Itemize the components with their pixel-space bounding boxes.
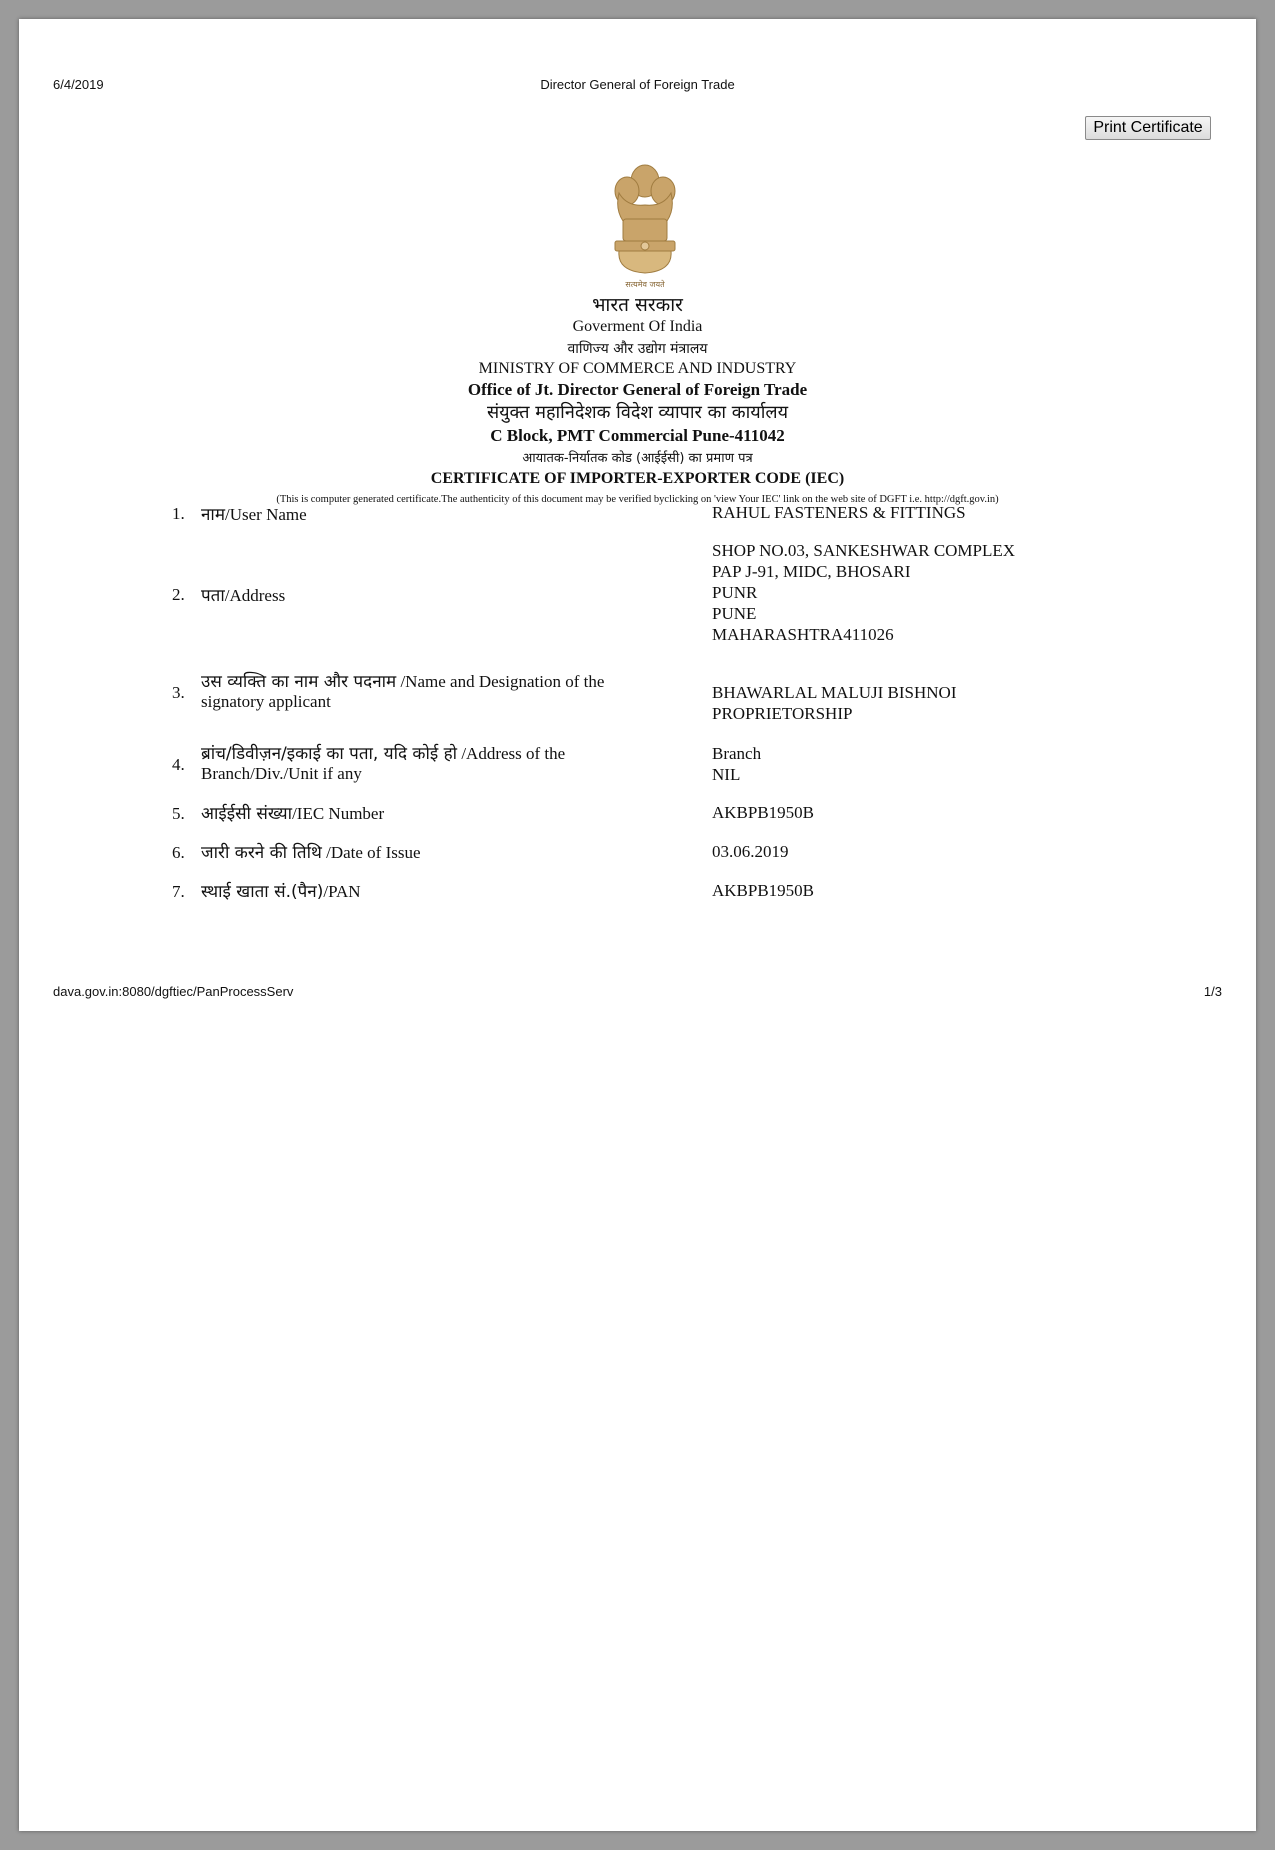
hindi-government-heading: भारत सरकार xyxy=(592,294,683,316)
footer-page-number: 1/3 xyxy=(1203,984,1222,999)
hindi-certificate-heading: आयातक-निर्यातक कोड (आईईसी) का प्रमाण पत्र xyxy=(522,451,753,466)
row-label-hindi: स्थाई खाता सं.(पैन) xyxy=(201,882,324,902)
value-line: PROPRIETORSHIP xyxy=(712,704,853,723)
row-label-hindi: पता xyxy=(201,586,225,606)
value-line: RAHUL FASTENERS & FITTINGS xyxy=(712,503,966,522)
ministry-heading: MINISTRY OF COMMERCE AND INDUSTRY xyxy=(478,360,797,377)
row-value xyxy=(712,802,1132,823)
value-line: NIL xyxy=(712,765,741,784)
row-label-english: /Address xyxy=(224,586,286,605)
row-label xyxy=(201,586,641,606)
row-value xyxy=(712,682,1132,724)
row-number: 3. xyxy=(172,683,185,702)
value-line: Branch xyxy=(712,744,762,763)
print-certificate-button[interactable]: Print Certificate xyxy=(1085,116,1211,140)
hindi-ministry-heading: वाणिज्य और उद्योग मंत्रालय xyxy=(567,341,708,357)
row-label-hindi: जारी करने की तिथि xyxy=(201,843,322,863)
row-label-english-line2: signatory applicant xyxy=(201,692,331,711)
authenticity-note: (This is computer generated certificate.The authenticity of this document may be verified byclicking on 'view Your IEC' link on the web site of DGFT i.e. http://dgft.gov.in) xyxy=(276,494,999,505)
hindi-office-heading: संयुक्त महानिदेशक विदेश व्यापार का कार्यालय xyxy=(486,402,789,423)
row-label xyxy=(201,882,641,902)
value-line: PAP J-91, MIDC, BHOSARI xyxy=(712,562,911,581)
row-label xyxy=(201,843,641,863)
row-number: 6. xyxy=(172,843,185,862)
row-label xyxy=(201,672,641,711)
value-line: PUNR xyxy=(712,583,758,602)
value-line: BHAWARLAL MALUJI BISHNOI xyxy=(712,683,957,702)
row-label-english: /PAN xyxy=(323,882,361,901)
certificate-title: CERTIFICATE OF IMPORTER-EXPORTER CODE (IEC) xyxy=(430,470,845,487)
row-number: 7. xyxy=(172,882,185,901)
row-label-english: /Address of the xyxy=(457,744,566,763)
row-value xyxy=(712,502,1132,523)
print-header-title: Director General of Foreign Trade xyxy=(540,77,735,92)
row-label-english: /Date of Issue xyxy=(321,843,421,862)
government-heading: Goverment Of India xyxy=(572,318,703,335)
row-value xyxy=(712,841,1132,862)
row-number: 5. xyxy=(172,804,185,823)
row-number: 4. xyxy=(172,755,185,774)
row-value xyxy=(712,540,1132,645)
value-line: 03.06.2019 xyxy=(712,842,789,861)
row-label-hindi: उस व्यक्ति का नाम और पदनाम xyxy=(201,672,397,692)
print-date: 6/4/2019 xyxy=(53,77,104,92)
row-label xyxy=(201,505,641,525)
emblem-motto: सत्यमेव जयते xyxy=(625,280,665,289)
row-label-hindi: आईईसी संख्या xyxy=(201,804,293,824)
row-label xyxy=(201,804,641,824)
row-label-english: /User Name xyxy=(225,505,307,524)
value-line: PUNE xyxy=(712,604,757,623)
row-label-hindi: ब्रांच/डिवीज़न/इकाई का पता, यदि कोई हो xyxy=(201,744,458,764)
certificate-page xyxy=(19,19,1256,1831)
ashoka-emblem-icon xyxy=(605,159,685,289)
row-value xyxy=(712,743,1132,785)
row-label-english-line2: Branch/Div./Unit if any xyxy=(201,764,362,783)
value-line: AKBPB1950B xyxy=(712,881,815,900)
row-label-english: /Name and Designation of the xyxy=(396,672,605,691)
value-line: SHOP NO.03, SANKESHWAR COMPLEX xyxy=(712,541,1016,560)
row-number: 1. xyxy=(172,504,185,523)
row-label xyxy=(201,744,641,783)
footer-url: dava.gov.in:8080/dgftiec/PanProcessServ xyxy=(53,984,294,999)
value-line: AKBPB1950B xyxy=(712,803,815,822)
row-label-hindi: नाम xyxy=(201,505,226,525)
value-line: MAHARASHTRA411026 xyxy=(712,625,894,644)
office-address: C Block, PMT Commercial Pune-411042 xyxy=(490,426,785,445)
office-heading: Office of Jt. Director General of Foreign Trade xyxy=(467,380,808,399)
row-label-english: /IEC Number xyxy=(292,804,385,823)
row-value xyxy=(712,880,1132,901)
row-number: 2. xyxy=(172,585,185,604)
